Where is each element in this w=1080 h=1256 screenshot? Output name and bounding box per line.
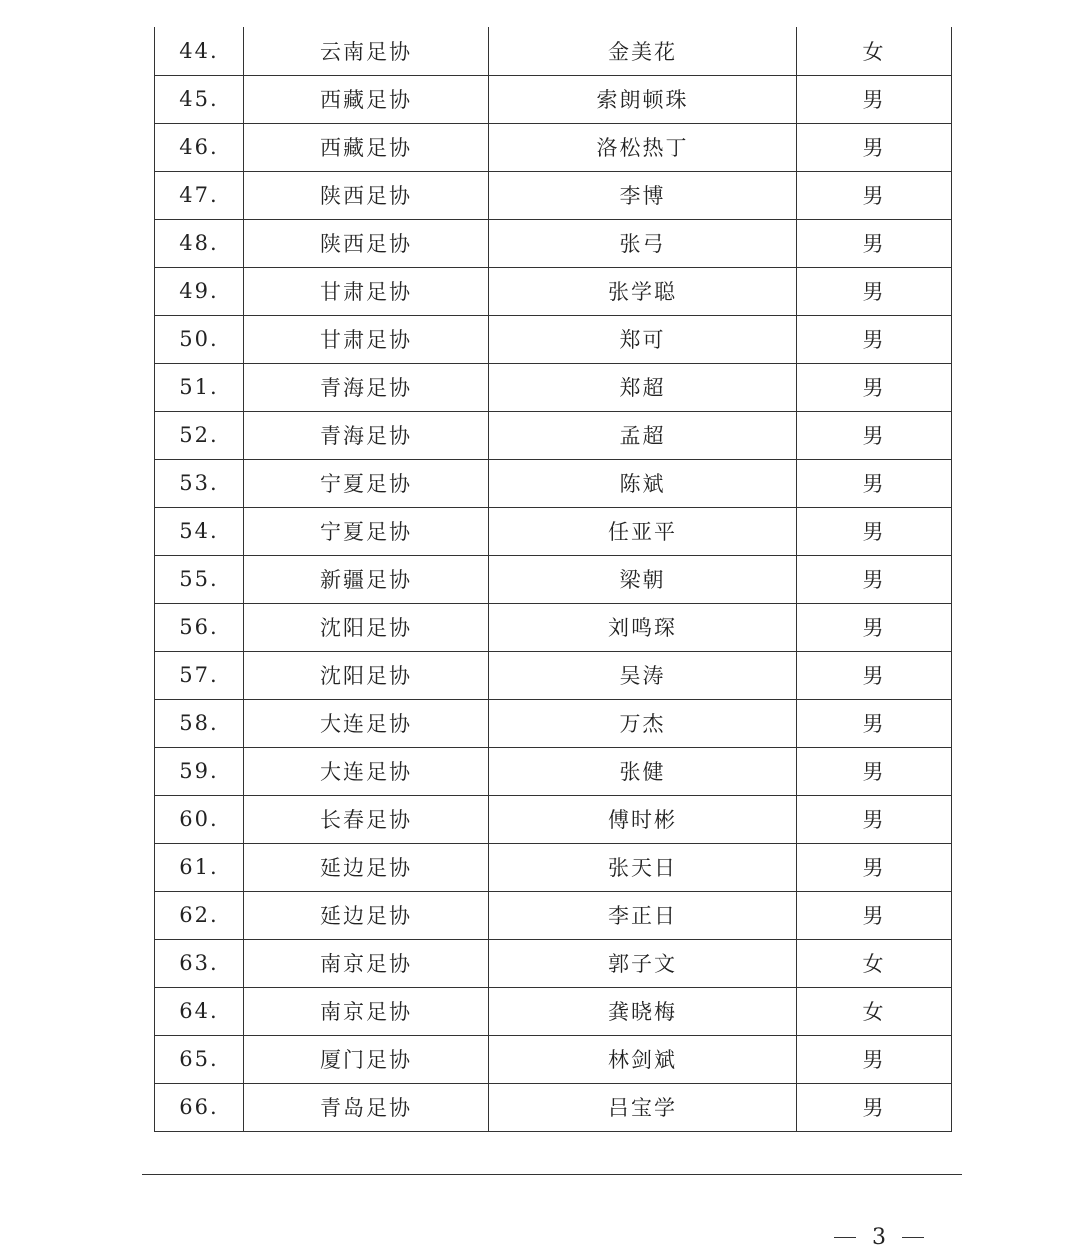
table-row bbox=[155, 411, 952, 459]
gender-cell: 男 bbox=[797, 171, 952, 219]
table-row bbox=[155, 603, 952, 651]
name-cell: 刘鸣琛 bbox=[489, 603, 797, 651]
table-row bbox=[155, 171, 952, 219]
row-number-cell: 54. bbox=[155, 507, 244, 555]
association-cell: 云南足协 bbox=[244, 27, 489, 75]
association-cell: 西藏足协 bbox=[244, 75, 489, 123]
table-row bbox=[155, 75, 952, 123]
row-number-cell: 46. bbox=[155, 123, 244, 171]
table-row bbox=[155, 987, 952, 1035]
table-row bbox=[155, 27, 952, 75]
name-cell: 李正日 bbox=[489, 891, 797, 939]
gender-cell: 男 bbox=[797, 891, 952, 939]
table-row bbox=[155, 123, 952, 171]
row-number-cell: 56. bbox=[155, 603, 244, 651]
gender-cell: 男 bbox=[797, 603, 952, 651]
name-cell: 梁朝 bbox=[489, 555, 797, 603]
table-row bbox=[155, 507, 952, 555]
name-cell: 万杰 bbox=[489, 699, 797, 747]
association-cell: 厦门足协 bbox=[244, 1035, 489, 1083]
association-cell: 宁夏足协 bbox=[244, 507, 489, 555]
gender-cell: 男 bbox=[797, 555, 952, 603]
association-cell: 沈阳足协 bbox=[244, 603, 489, 651]
gender-cell: 男 bbox=[797, 75, 952, 123]
gender-cell: 男 bbox=[797, 1083, 952, 1131]
row-number-cell: 59. bbox=[155, 747, 244, 795]
row-number-cell: 63. bbox=[155, 939, 244, 987]
gender-cell: 男 bbox=[797, 843, 952, 891]
page-number: 3 bbox=[872, 1224, 886, 1250]
name-cell: 李博 bbox=[489, 171, 797, 219]
row-number-cell: 51. bbox=[155, 363, 244, 411]
table-row bbox=[155, 699, 952, 747]
name-cell: 林剑斌 bbox=[489, 1035, 797, 1083]
association-cell: 南京足协 bbox=[244, 939, 489, 987]
gender-cell: 男 bbox=[797, 507, 952, 555]
table-row bbox=[155, 939, 952, 987]
table-row bbox=[155, 795, 952, 843]
row-number-cell: 60. bbox=[155, 795, 244, 843]
row-number-cell: 58. bbox=[155, 699, 244, 747]
gender-cell: 男 bbox=[797, 315, 952, 363]
association-cell: 大连足协 bbox=[244, 747, 489, 795]
name-cell: 郑超 bbox=[489, 363, 797, 411]
table-row bbox=[155, 315, 952, 363]
table-row bbox=[155, 843, 952, 891]
gender-cell: 男 bbox=[797, 699, 952, 747]
gender-cell: 男 bbox=[797, 411, 952, 459]
row-number-cell: 66. bbox=[155, 1083, 244, 1131]
table-row bbox=[155, 747, 952, 795]
table-row bbox=[155, 267, 952, 315]
gender-cell: 女 bbox=[797, 27, 952, 75]
table-row bbox=[155, 219, 952, 267]
table-row bbox=[155, 459, 952, 507]
association-cell: 陕西足协 bbox=[244, 171, 489, 219]
name-cell: 张健 bbox=[489, 747, 797, 795]
row-number-cell: 53. bbox=[155, 459, 244, 507]
roster-table bbox=[154, 27, 952, 1132]
name-cell: 郭子文 bbox=[489, 939, 797, 987]
row-number-cell: 62. bbox=[155, 891, 244, 939]
name-cell: 张天日 bbox=[489, 843, 797, 891]
row-number-cell: 55. bbox=[155, 555, 244, 603]
gender-cell: 男 bbox=[797, 219, 952, 267]
gender-cell: 男 bbox=[797, 363, 952, 411]
gender-cell: 女 bbox=[797, 987, 952, 1035]
association-cell: 青海足协 bbox=[244, 363, 489, 411]
association-cell: 大连足协 bbox=[244, 699, 489, 747]
name-cell: 任亚平 bbox=[489, 507, 797, 555]
association-cell: 沈阳足协 bbox=[244, 651, 489, 699]
gender-cell: 男 bbox=[797, 459, 952, 507]
row-number-cell: 48. bbox=[155, 219, 244, 267]
name-cell: 郑可 bbox=[489, 315, 797, 363]
name-cell: 张学聪 bbox=[489, 267, 797, 315]
name-cell: 孟超 bbox=[489, 411, 797, 459]
gender-cell: 男 bbox=[797, 651, 952, 699]
name-cell: 洛松热丁 bbox=[489, 123, 797, 171]
page-number-left-dash bbox=[834, 1237, 856, 1238]
row-number-cell: 50. bbox=[155, 315, 244, 363]
row-number-cell: 49. bbox=[155, 267, 244, 315]
name-cell: 索朗顿珠 bbox=[489, 75, 797, 123]
gender-cell: 男 bbox=[797, 747, 952, 795]
association-cell: 青岛足协 bbox=[244, 1083, 489, 1131]
row-number-cell: 57. bbox=[155, 651, 244, 699]
table-row bbox=[155, 651, 952, 699]
association-cell: 甘肃足协 bbox=[244, 315, 489, 363]
name-cell: 吴涛 bbox=[489, 651, 797, 699]
table-row bbox=[155, 891, 952, 939]
page-number-footer bbox=[834, 1222, 924, 1252]
association-cell: 陕西足协 bbox=[244, 219, 489, 267]
name-cell: 金美花 bbox=[489, 27, 797, 75]
table-row bbox=[155, 1035, 952, 1083]
row-number-cell: 65. bbox=[155, 1035, 244, 1083]
gender-cell: 男 bbox=[797, 123, 952, 171]
association-cell: 新疆足协 bbox=[244, 555, 489, 603]
gender-cell: 男 bbox=[797, 1035, 952, 1083]
association-cell: 西藏足协 bbox=[244, 123, 489, 171]
table-row bbox=[155, 363, 952, 411]
row-number-cell: 44. bbox=[155, 27, 244, 75]
page-number-right-dash bbox=[902, 1237, 924, 1238]
row-number-cell: 47. bbox=[155, 171, 244, 219]
association-cell: 青海足协 bbox=[244, 411, 489, 459]
name-cell: 傅时彬 bbox=[489, 795, 797, 843]
association-cell: 宁夏足协 bbox=[244, 459, 489, 507]
association-cell: 长春足协 bbox=[244, 795, 489, 843]
row-number-cell: 61. bbox=[155, 843, 244, 891]
gender-cell: 女 bbox=[797, 939, 952, 987]
association-cell: 延边足协 bbox=[244, 891, 489, 939]
row-number-cell: 64. bbox=[155, 987, 244, 1035]
association-cell: 延边足协 bbox=[244, 843, 489, 891]
gender-cell: 男 bbox=[797, 267, 952, 315]
name-cell: 吕宝学 bbox=[489, 1083, 797, 1131]
roster-table-body bbox=[155, 27, 952, 1131]
table-row bbox=[155, 1083, 952, 1131]
name-cell: 龚晓梅 bbox=[489, 987, 797, 1035]
name-cell: 陈斌 bbox=[489, 459, 797, 507]
row-number-cell: 45. bbox=[155, 75, 244, 123]
name-cell: 张弓 bbox=[489, 219, 797, 267]
bottom-rule-line bbox=[142, 1174, 962, 1175]
association-cell: 甘肃足协 bbox=[244, 267, 489, 315]
gender-cell: 男 bbox=[797, 795, 952, 843]
row-number-cell: 52. bbox=[155, 411, 244, 459]
table-row bbox=[155, 555, 952, 603]
association-cell: 南京足协 bbox=[244, 987, 489, 1035]
